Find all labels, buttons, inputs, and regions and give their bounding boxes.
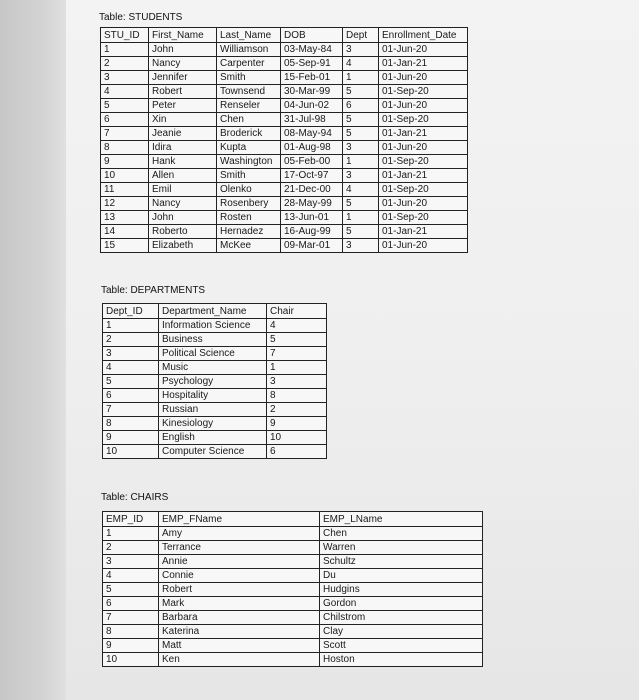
students-cell: 6 xyxy=(101,113,149,127)
students-header-cell: STU_ID xyxy=(101,28,149,43)
chairs-cell: Mark xyxy=(159,597,320,611)
students-cell: Townsend xyxy=(217,85,281,99)
table-row xyxy=(103,611,483,625)
table-row xyxy=(101,113,468,127)
students-cell: 01-Jan-21 xyxy=(379,225,468,239)
table-row xyxy=(103,541,483,555)
students-cell: Peter xyxy=(149,99,217,113)
students-cell: Rosten xyxy=(217,211,281,225)
chairs-table-title: Table: CHAIRS xyxy=(101,492,169,503)
students-cell: 01-Sep-20 xyxy=(379,183,468,197)
students-cell: 01-Sep-20 xyxy=(379,211,468,225)
table-row xyxy=(103,625,483,639)
chairs-header-cell: EMP_LName xyxy=(320,512,483,527)
students-cell: 7 xyxy=(101,127,149,141)
students-cell: 3 xyxy=(343,239,379,253)
students-cell: 3 xyxy=(343,141,379,155)
table-row xyxy=(103,333,327,347)
departments-cell: 10 xyxy=(267,431,327,445)
table-row xyxy=(101,225,468,239)
table-row xyxy=(103,597,483,611)
students-cell: 3 xyxy=(343,43,379,57)
students-cell: 4 xyxy=(343,57,379,71)
departments-cell: 4 xyxy=(267,319,327,333)
departments-cell: Psychology xyxy=(159,375,267,389)
students-cell: Smith xyxy=(217,169,281,183)
table-row xyxy=(103,417,327,431)
table-row xyxy=(101,43,468,57)
students-header-cell: Last_Name xyxy=(217,28,281,43)
students-cell: 01-Jan-21 xyxy=(379,127,468,141)
table-row xyxy=(101,239,468,253)
departments-cell: 8 xyxy=(103,417,159,431)
students-cell: 5 xyxy=(101,99,149,113)
students-cell: Nancy xyxy=(149,57,217,71)
departments-cell: 7 xyxy=(267,347,327,361)
chairs-header-cell: EMP_FName xyxy=(159,512,320,527)
departments-cell: 9 xyxy=(267,417,327,431)
students-cell: Roberto xyxy=(149,225,217,239)
students-header-cell: Dept xyxy=(343,28,379,43)
students-cell: 28-May-99 xyxy=(281,197,343,211)
chairs-cell: Warren xyxy=(320,541,483,555)
students-cell: 5 xyxy=(343,225,379,239)
students-cell: Chen xyxy=(217,113,281,127)
table-row xyxy=(101,127,468,141)
table-row xyxy=(103,431,327,445)
students-cell: 31-Jul-98 xyxy=(281,113,343,127)
students-cell: 1 xyxy=(101,43,149,57)
departments-cell: 1 xyxy=(103,319,159,333)
table-row xyxy=(101,211,468,225)
students-cell: John xyxy=(149,43,217,57)
chairs-cell: 10 xyxy=(103,653,159,667)
departments-cell: 10 xyxy=(103,445,159,459)
departments-cell: 5 xyxy=(103,375,159,389)
table-row xyxy=(101,85,468,99)
chairs-cell: Annie xyxy=(159,555,320,569)
departments-table xyxy=(102,303,327,459)
chairs-cell: Du xyxy=(320,569,483,583)
students-cell: 17-Oct-97 xyxy=(281,169,343,183)
students-cell: Robert xyxy=(149,85,217,99)
students-cell: 01-Sep-20 xyxy=(379,155,468,169)
chairs-header-row xyxy=(103,512,483,527)
chairs-cell: Gordon xyxy=(320,597,483,611)
departments-cell: Music xyxy=(159,361,267,375)
chairs-cell: 2 xyxy=(103,541,159,555)
students-cell: Idira xyxy=(149,141,217,155)
departments-cell: Hospitality xyxy=(159,389,267,403)
students-cell: Olenko xyxy=(217,183,281,197)
students-cell: 11 xyxy=(101,183,149,197)
students-table xyxy=(100,27,468,253)
departments-cell: Computer Science xyxy=(159,445,267,459)
students-cell: 05-Feb-00 xyxy=(281,155,343,169)
students-cell: 04-Jun-02 xyxy=(281,99,343,113)
students-cell: 2 xyxy=(101,57,149,71)
students-cell: 9 xyxy=(101,155,149,169)
chairs-table xyxy=(102,511,483,667)
departments-cell: 6 xyxy=(103,389,159,403)
table-row xyxy=(101,169,468,183)
chairs-cell: 5 xyxy=(103,583,159,597)
students-cell: 8 xyxy=(101,141,149,155)
students-header-cell: First_Name xyxy=(149,28,217,43)
departments-cell: Kinesiology xyxy=(159,417,267,431)
chairs-header-cell: EMP_ID xyxy=(103,512,159,527)
students-cell: 08-May-94 xyxy=(281,127,343,141)
students-header-cell: Enrollment_Date xyxy=(379,28,468,43)
students-cell: Kupta xyxy=(217,141,281,155)
departments-cell: 4 xyxy=(103,361,159,375)
students-cell: Renseler xyxy=(217,99,281,113)
students-cell: 5 xyxy=(343,113,379,127)
departments-cell: 3 xyxy=(103,347,159,361)
students-cell: 01-Jan-21 xyxy=(379,169,468,183)
students-cell: 05-Sep-91 xyxy=(281,57,343,71)
students-cell: 3 xyxy=(101,71,149,85)
table-row xyxy=(101,57,468,71)
students-cell: 01-Jun-20 xyxy=(379,43,468,57)
students-cell: 01-Jun-20 xyxy=(379,141,468,155)
students-cell: Hernadez xyxy=(217,225,281,239)
table-row xyxy=(101,197,468,211)
students-cell: 03-May-84 xyxy=(281,43,343,57)
students-cell: 01-Jun-20 xyxy=(379,71,468,85)
students-cell: Allen xyxy=(149,169,217,183)
students-cell: 01-Jan-21 xyxy=(379,57,468,71)
departments-cell: 8 xyxy=(267,389,327,403)
departments-cell: Russian xyxy=(159,403,267,417)
students-cell: 5 xyxy=(343,127,379,141)
students-cell: Elizabeth xyxy=(149,239,217,253)
students-cell: Rosenbery xyxy=(217,197,281,211)
chairs-cell: Matt xyxy=(159,639,320,653)
chairs-cell: 7 xyxy=(103,611,159,625)
departments-header-cell: Department_Name xyxy=(159,304,267,319)
departments-cell: 1 xyxy=(267,361,327,375)
students-cell: 09-Mar-01 xyxy=(281,239,343,253)
students-cell: 10 xyxy=(101,169,149,183)
departments-header-cell: Chair xyxy=(267,304,327,319)
departments-cell: 2 xyxy=(103,333,159,347)
departments-header-row xyxy=(103,304,327,319)
departments-cell: 9 xyxy=(103,431,159,445)
chairs-cell: Connie xyxy=(159,569,320,583)
chairs-cell: 6 xyxy=(103,597,159,611)
students-cell: Jennifer xyxy=(149,71,217,85)
table-row xyxy=(103,639,483,653)
students-cell: Carpenter xyxy=(217,57,281,71)
students-cell: John xyxy=(149,211,217,225)
students-cell: 4 xyxy=(101,85,149,99)
departments-cell: Business xyxy=(159,333,267,347)
chairs-cell: Chilstrom xyxy=(320,611,483,625)
table-row xyxy=(103,319,327,333)
departments-table-title: Table: DEPARTMENTS xyxy=(101,285,206,296)
students-cell: Xin xyxy=(149,113,217,127)
students-cell: Hank xyxy=(149,155,217,169)
table-row xyxy=(103,403,327,417)
chairs-cell: Chen xyxy=(320,527,483,541)
students-cell: 1 xyxy=(343,155,379,169)
table-row xyxy=(103,555,483,569)
students-cell: 3 xyxy=(343,169,379,183)
chairs-cell: 1 xyxy=(103,527,159,541)
chairs-cell: Hudgins xyxy=(320,583,483,597)
departments-cell: 6 xyxy=(267,445,327,459)
departments-cell: English xyxy=(159,431,267,445)
departments-cell: Political Science xyxy=(159,347,267,361)
students-cell: 01-Sep-20 xyxy=(379,113,468,127)
departments-cell: 5 xyxy=(267,333,327,347)
chairs-cell: 4 xyxy=(103,569,159,583)
students-cell: 21-Dec-00 xyxy=(281,183,343,197)
chairs-cell: Schultz xyxy=(320,555,483,569)
students-cell: Nancy xyxy=(149,197,217,211)
students-cell: Williamson xyxy=(217,43,281,57)
chairs-cell: 8 xyxy=(103,625,159,639)
table-row xyxy=(101,71,468,85)
table-row xyxy=(103,445,327,459)
table-row xyxy=(103,527,483,541)
students-header-row xyxy=(101,28,468,43)
students-cell: 01-Jun-20 xyxy=(379,197,468,211)
chairs-cell: 9 xyxy=(103,639,159,653)
students-cell: 4 xyxy=(343,183,379,197)
students-cell: Broderick xyxy=(217,127,281,141)
students-cell: 15 xyxy=(101,239,149,253)
table-row xyxy=(101,99,468,113)
chairs-cell: Hoston xyxy=(320,653,483,667)
departments-header-cell: Dept_ID xyxy=(103,304,159,319)
students-cell: 01-Aug-98 xyxy=(281,141,343,155)
students-cell: 14 xyxy=(101,225,149,239)
students-cell: 5 xyxy=(343,197,379,211)
chairs-cell: Katerina xyxy=(159,625,320,639)
students-cell: 01-Sep-20 xyxy=(379,85,468,99)
departments-cell: Information Science xyxy=(159,319,267,333)
chairs-cell: Robert xyxy=(159,583,320,597)
table-row xyxy=(101,155,468,169)
students-cell: 6 xyxy=(343,99,379,113)
students-cell: 15-Feb-01 xyxy=(281,71,343,85)
departments-cell: 2 xyxy=(267,403,327,417)
departments-cell: 7 xyxy=(103,403,159,417)
students-cell: 16-Aug-99 xyxy=(281,225,343,239)
chairs-cell: Scott xyxy=(320,639,483,653)
students-cell: Jeanie xyxy=(149,127,217,141)
students-cell: 01-Jun-20 xyxy=(379,239,468,253)
table-row xyxy=(103,375,327,389)
students-cell: Smith xyxy=(217,71,281,85)
students-cell: McKee xyxy=(217,239,281,253)
chairs-cell: Terrance xyxy=(159,541,320,555)
students-header-cell: DOB xyxy=(281,28,343,43)
chairs-cell: Barbara xyxy=(159,611,320,625)
chairs-cell: Amy xyxy=(159,527,320,541)
table-row xyxy=(103,347,327,361)
table-row xyxy=(103,361,327,375)
table-row xyxy=(101,141,468,155)
students-cell: 01-Jun-20 xyxy=(379,99,468,113)
departments-cell: 3 xyxy=(267,375,327,389)
table-row xyxy=(103,653,483,667)
students-cell: 5 xyxy=(343,85,379,99)
students-cell: 13-Jun-01 xyxy=(281,211,343,225)
students-table-title: Table: STUDENTS xyxy=(99,12,183,23)
students-cell: 13 xyxy=(101,211,149,225)
table-row xyxy=(103,569,483,583)
page-shadow-edge xyxy=(0,0,66,700)
table-row xyxy=(103,583,483,597)
chairs-cell: Ken xyxy=(159,653,320,667)
students-cell: 1 xyxy=(343,211,379,225)
chairs-cell: 3 xyxy=(103,555,159,569)
table-row xyxy=(103,389,327,403)
students-cell: 1 xyxy=(343,71,379,85)
students-cell: Emil xyxy=(149,183,217,197)
students-cell: 12 xyxy=(101,197,149,211)
chairs-cell: Clay xyxy=(320,625,483,639)
table-row xyxy=(101,183,468,197)
students-cell: Washington xyxy=(217,155,281,169)
students-cell: 30-Mar-99 xyxy=(281,85,343,99)
